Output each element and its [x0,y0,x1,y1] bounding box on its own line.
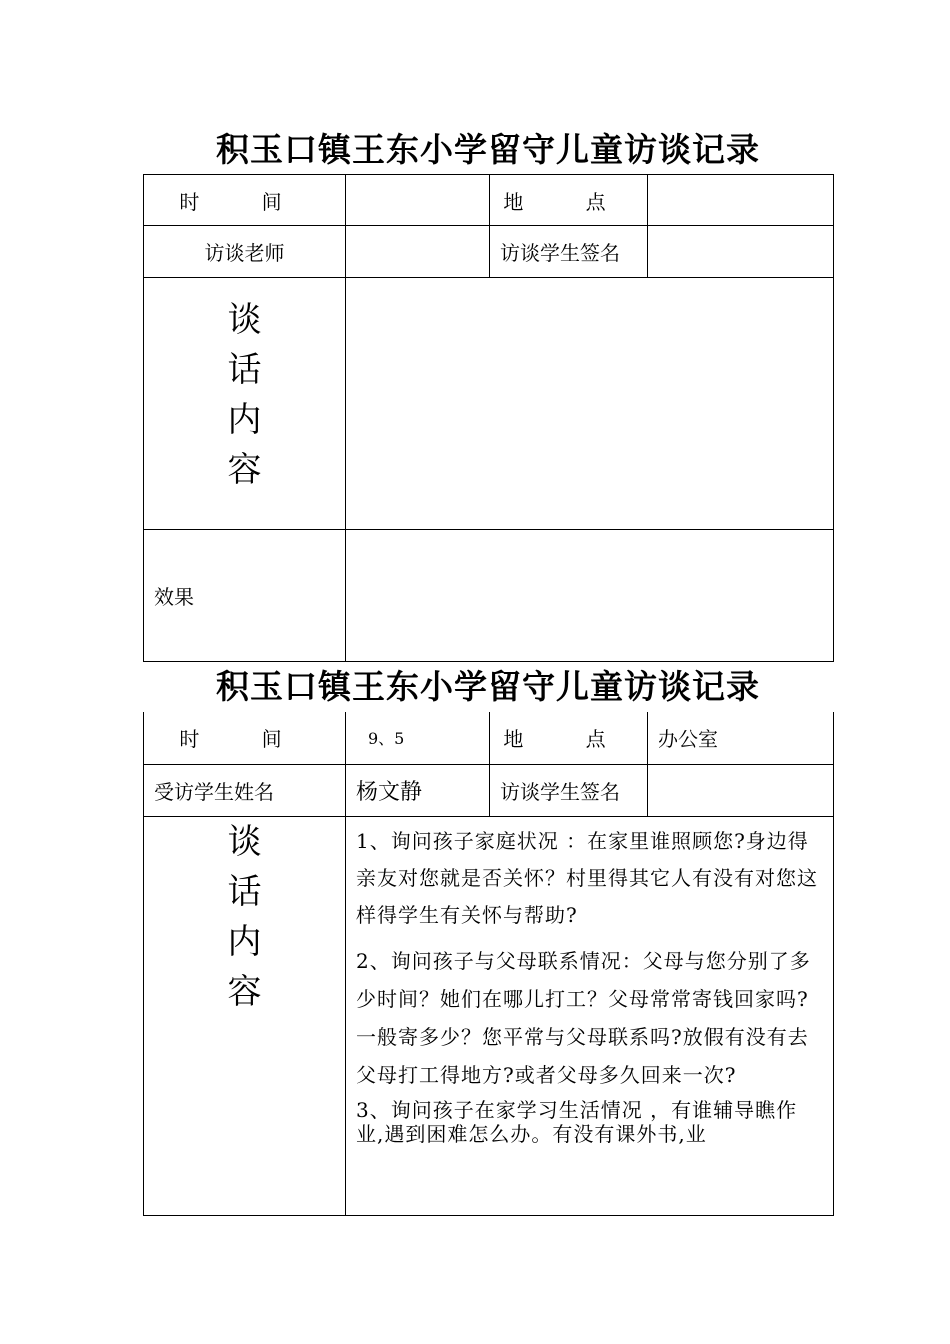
form1-place-value[interactable] [648,175,834,226]
form1-effect-value[interactable] [346,530,834,662]
form2-content-value[interactable] [346,816,834,1215]
content-paragraph-3: 3、询问孩子在家学习生活情况 ，有谁辅导瞧作业,遇到困难怎么办。有没有课外书,业 [356,1097,798,1146]
form2-place-value[interactable]: 办公室 [648,712,834,764]
form2-student-name-value[interactable]: 杨文静 [346,764,490,816]
form1-student-sign-value[interactable] [648,226,834,278]
form2-title: 积玉口镇王东小学留守儿童访谈记录 [216,667,760,706]
form1-title: 积玉口镇王东小学留守儿童访谈记录 [216,130,760,169]
form1-content-label: 谈 话 内 容 [144,278,346,530]
form1-time-label: 时 间 [144,175,346,226]
form2-student-sign-label: 访谈学生签名 [490,764,648,816]
content-paragraph-1: 1、询问孩子家庭状况 ：在家里谁照顾您?身边得亲友对您就是否关怀？村里得其它人有没有对您这样得学生有关怀与帮助? [356,828,818,927]
form1-effect-label: 效果 [144,530,346,662]
form2-content-label: 谈 话 内 容 [144,816,346,1215]
content-paragraph-2: 2、询问孩子与父母联系情况：父母与您分别了多少时间？她们在哪儿打工？父母常常寄钱回家吗?一般寄多少？您平常与父母联系吗?放假有没有去父母打工得地方?或者父母多久回来一次? [356,948,811,1087]
form2-time-label: 时 间 [144,712,346,764]
form1-teacher-value[interactable] [346,226,490,278]
form1-teacher-label: 访谈老师 [144,226,346,278]
form1-place-label: 地 点 [490,175,648,226]
form1-student-sign-label: 访谈学生签名 [490,226,648,278]
form2-student-name-label: 受访学生姓名 [144,764,346,816]
form2-student-sign-value[interactable] [648,764,834,816]
form2-table [143,712,834,1216]
form1-content-value[interactable] [346,278,834,530]
form1-table [143,174,834,662]
form2-place-label: 地 点 [490,712,648,764]
form1-time-value[interactable] [346,175,490,226]
form2-time-value[interactable]: 9、5 [346,712,490,764]
